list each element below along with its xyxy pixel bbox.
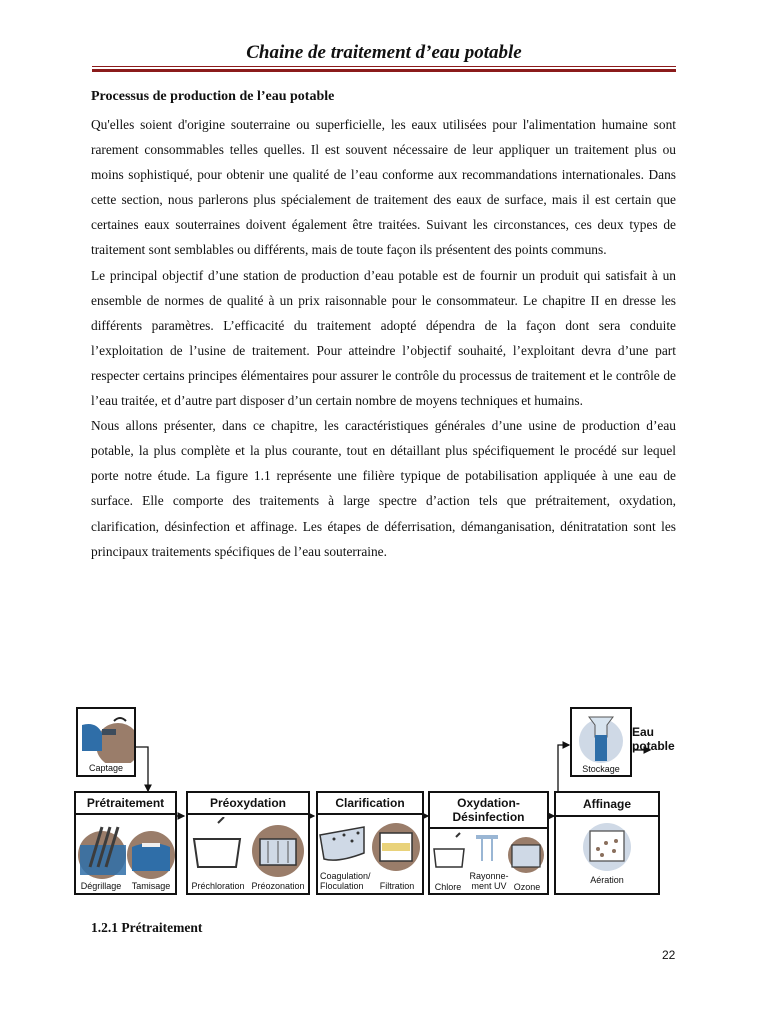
- label-degrillage: Dégrillage: [80, 881, 122, 891]
- stage-title-oxydation-line1: Oxydation-: [457, 796, 520, 810]
- paragraph-3: Nous allons présenter, dans ce chapitre, les caractéristiques générales d’une usine de production d’eau potable, la plus complète et la plus courante, tout en détaillant plus spécifiquement le procédé sur lequel porte notre étude. La figure 1.1 représente une filière typique de potabilisation appliquée à une eau de surface. Elle comporte des traitements à large spectre d’action tels que prétraitement, oxydation, clarification, désinfection et affinage. Les étapes de déferrisation, démanganisation, dénitratation sont les principaux traitements spécifiques de l’eau souterraine.: [91, 418, 676, 559]
- stage-clarification: [316, 791, 424, 895]
- degrillage-tamisage-icon: [76, 817, 175, 881]
- captage-label: Captage: [88, 763, 124, 773]
- label-filtration: Filtration: [379, 881, 415, 891]
- label-rayonnement-uv: Rayonne- ment UV: [469, 871, 509, 891]
- eau-potable-line2: potable: [632, 739, 675, 753]
- treatment-chain-figure: [74, 705, 674, 895]
- stockage-icon: [572, 711, 630, 763]
- paragraph-1: Qu'elles soient d'origine souterraine ou superficielle, les eaux utilisées pour l'alimentation humaine sont rarement consommables telles quelles. Il est souvent nécessaire de leur appliquer un traitement plus ou moins sophistiqué, pour obtenir une qualité de l’eau conforme aux recommandations internationales. Dans cette section, nous parlerons plus spécialement de traitement des eaux de surface, mais il est certain que certaines eaux souterraines doivent également être traitées. Suivant les circonstances, ces deux types de traitement sont semblables ou différents, mais de toute façon ils présentent des points communs.: [91, 117, 676, 258]
- stockage-label: Stockage: [582, 764, 620, 774]
- page-number: 22: [662, 948, 676, 962]
- page-header-title: Chaine de traitement d’eau potable: [246, 42, 522, 63]
- eau-potable-line1: Eau: [632, 725, 655, 739]
- stage-preoxydation: [186, 791, 310, 895]
- label-preozonation: Préozonation: [251, 881, 305, 891]
- subsection-heading: 1.2.1 Prétraitement: [91, 920, 203, 935]
- aeration-icon: [556, 819, 658, 879]
- stage-affinage: [554, 791, 660, 895]
- label-ozone: Ozone: [513, 882, 541, 892]
- header-rule-thick: [92, 69, 676, 72]
- label-tamisage: Tamisage: [131, 881, 171, 891]
- stage-oxydation-desinfection: [428, 791, 549, 895]
- label-prechloration: Préchloration: [191, 881, 245, 891]
- captage-box: [76, 707, 136, 777]
- section-heading: Processus de production de l’eau potable: [91, 89, 335, 104]
- prechloration-preozonation-icon: [188, 817, 308, 881]
- captage-icon: [78, 711, 134, 763]
- stage-pretraitement: [74, 791, 177, 895]
- stockage-box: [570, 707, 632, 777]
- label-aeration: Aération: [590, 875, 624, 885]
- stage-title-preoxydation: Préoxydation: [188, 793, 308, 815]
- stage-title-oxydation-line2: Désinfection: [452, 810, 525, 824]
- stage-title-pretraitement: Prétraitement: [76, 793, 175, 815]
- stage-title-affinage: Affinage: [556, 793, 658, 817]
- label-chlore: Chlore: [434, 882, 462, 892]
- body-text: [91, 112, 676, 564]
- eau-potable-label: [632, 725, 674, 753]
- paragraph-2: Le principal objectif d’une station de production d’eau potable est de fournir un produit qui satisfait à un ensemble de normes de qualité à un prix raisonnable pour le consommateur. Le chapitre II en dresse les différents paramètres. L’efficacité du traitement adopté dépendra de la façon dont sera conduite l’exploitation de l’usine de traitement. Pour atteindre l’objectif souhaité, l’exploitant devra d’une part respecter certains principes élémentaires pour assurer le contrôle du processus de traitement et le contrôle de l’eau traitée, et d’autre part disposer d’un certain nombre de moyens techniques et humains.: [91, 267, 676, 409]
- label-coagulation-floculation: Coagulation/ Floculation: [320, 871, 371, 891]
- stage-title-clarification: Clarification: [318, 793, 422, 815]
- stage-title-oxydation: [430, 793, 547, 829]
- header-rule-thin: [92, 66, 676, 67]
